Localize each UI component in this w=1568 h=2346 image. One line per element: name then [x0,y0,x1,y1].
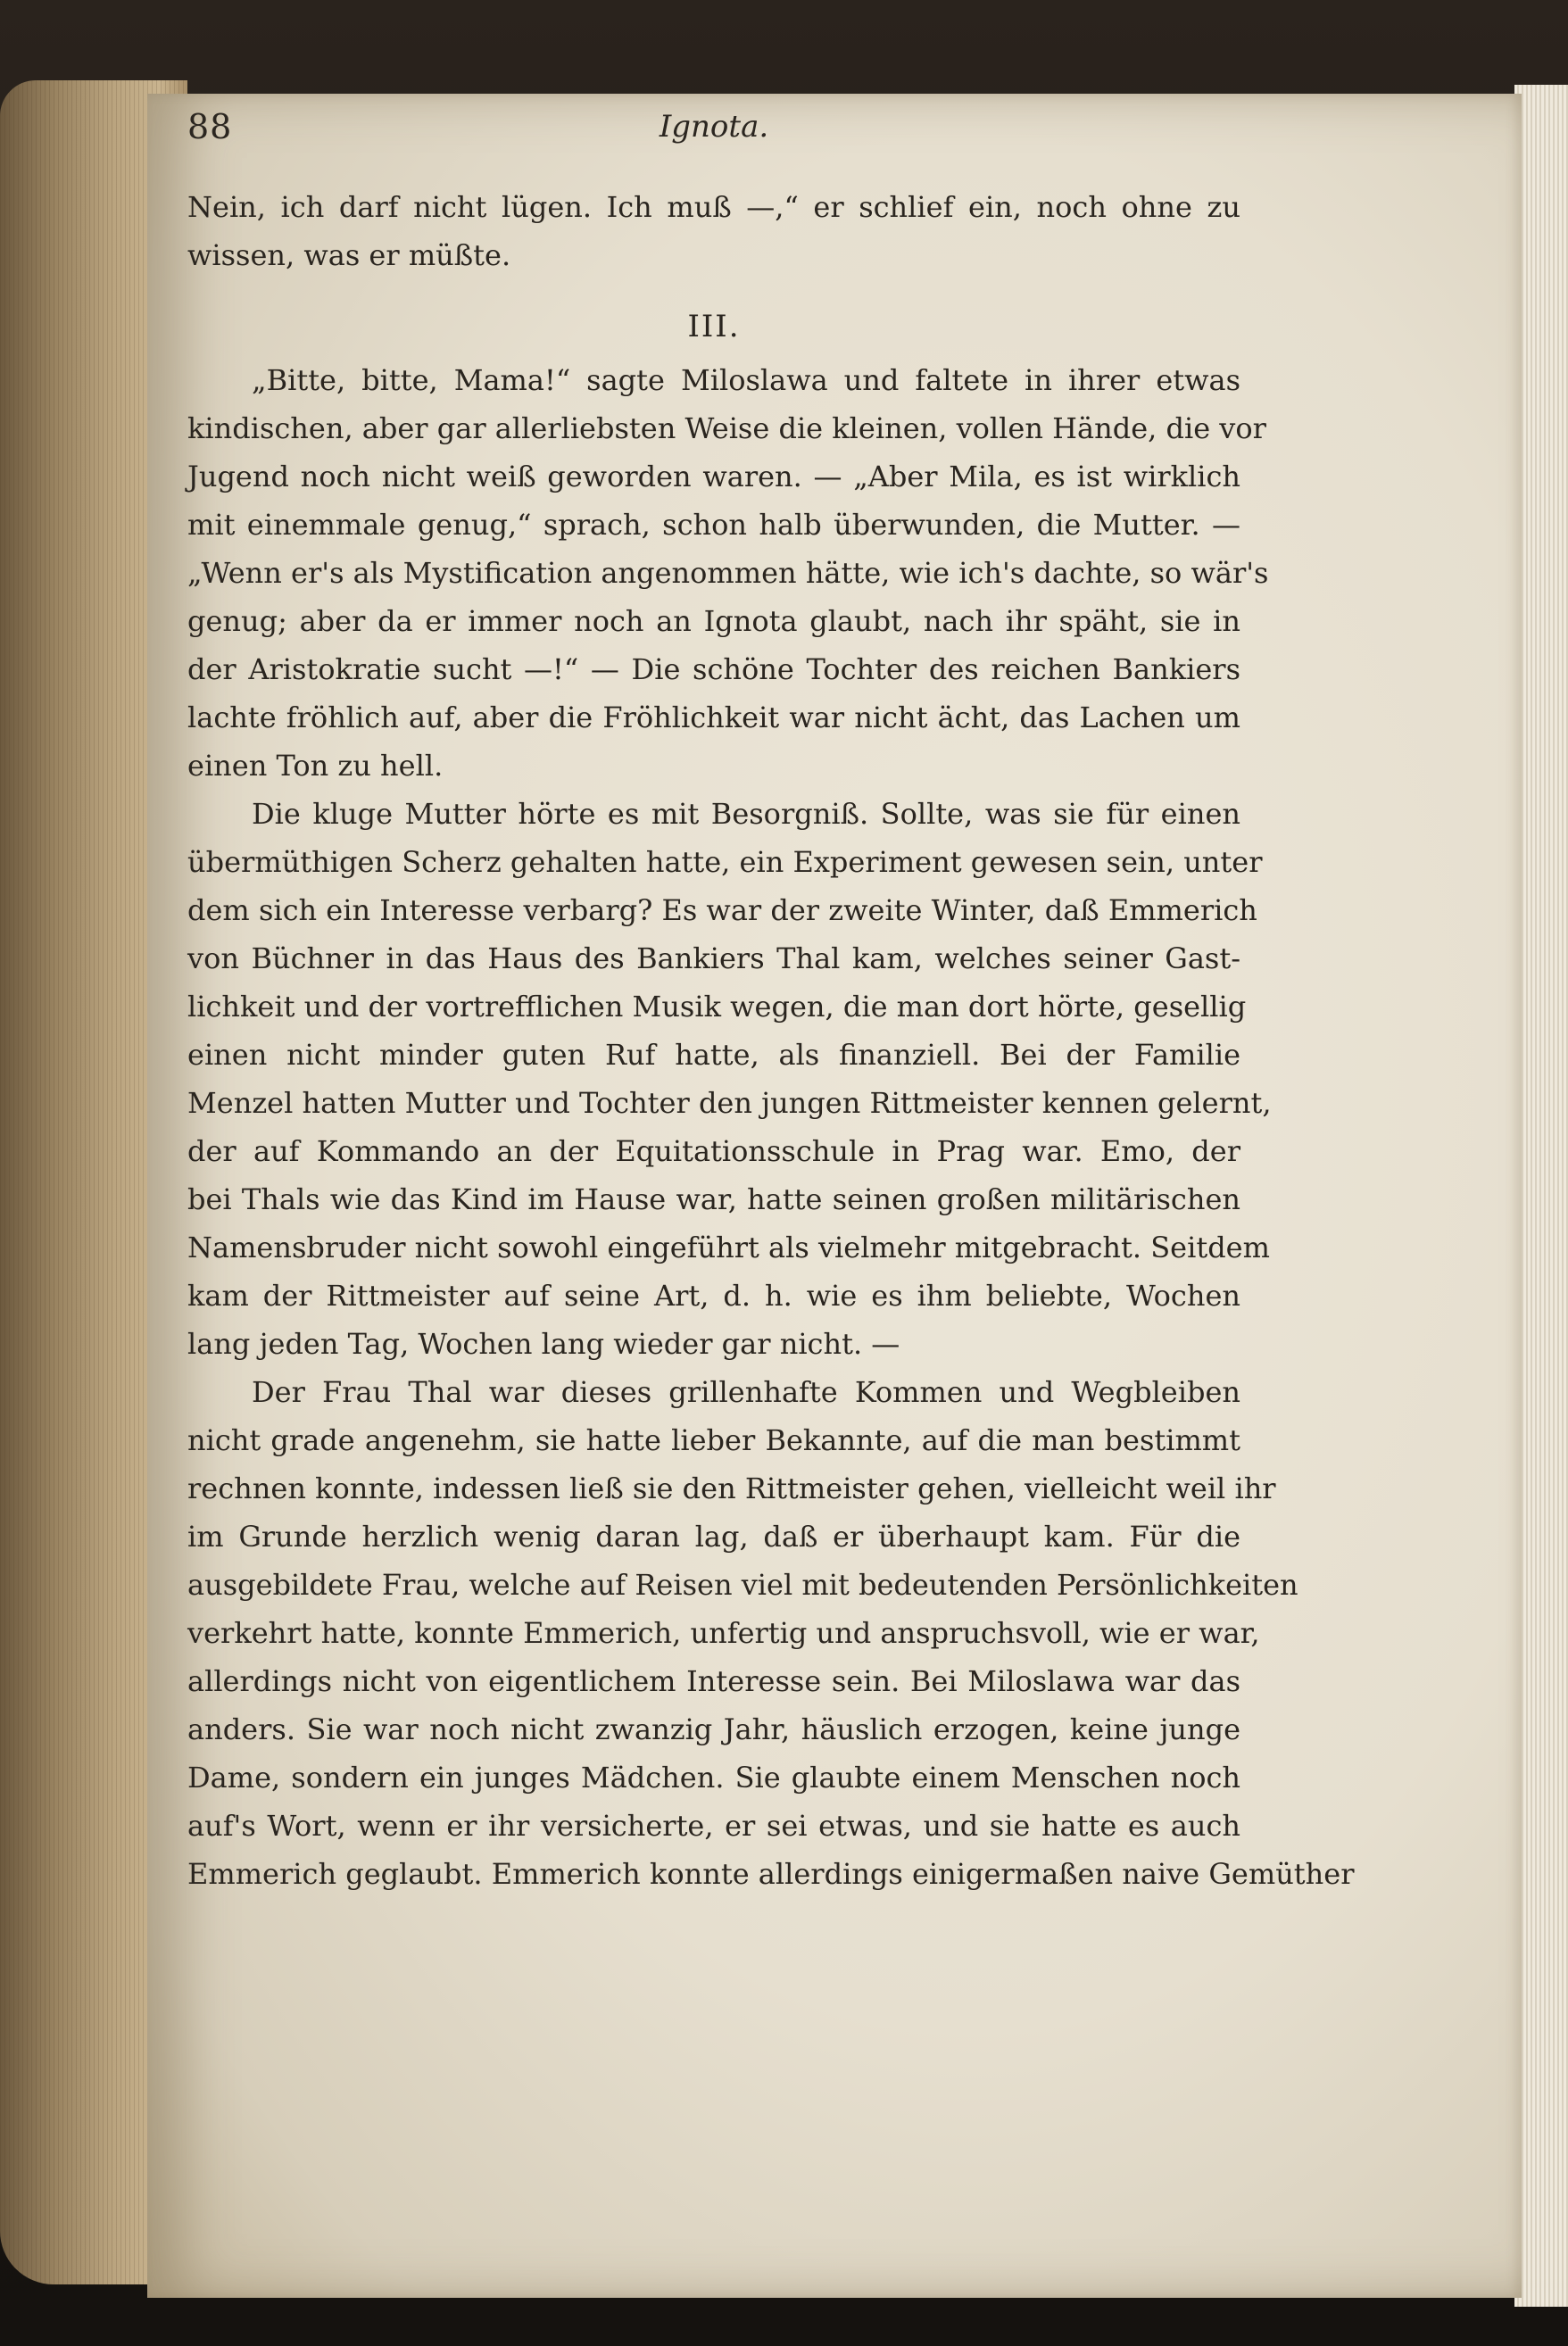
section-heading: III. [687,309,741,344]
text-line: Der Frau Thal war dieses grillenhafte Kommen und Wegbleiben [252,1375,1240,1409]
text-line: einen Ton zu hell. [187,749,444,783]
page-number: 88 [187,107,233,146]
running-title: Ignota. [659,109,769,145]
page-header [187,107,1240,161]
text-line: genug; aber da er immer noch an Ignota glaubt, nach ihr späht, sie in [187,604,1240,638]
text-line: lang jeden Tag, Wochen lang wieder gar nicht. — [187,1327,900,1361]
text-line: verkehrt hatte, konnte Emmerich, unfertig und anspruchsvoll, wie er war, [187,1616,1260,1650]
body-text [187,183,1355,1898]
text-line: „Wenn er's als Mystification angenommen hätte, wie ich's dachte, so wär's [187,556,1269,590]
text-line: kam der Rittmeister auf seine Art, d. h. wie es ihm beliebte, Wochen [187,1279,1240,1313]
text-line: Dame, sondern ein junges Mädchen. Sie glaubte einem Menschen noch [187,1761,1240,1795]
text-line: Menzel hatten Mutter und Tochter den jungen Rittmeister kennen gelernt, [187,1086,1272,1120]
text-line: Jugend noch nicht weiß geworden waren. — „Aber Mila, es ist wirklich [187,460,1240,493]
text-line: einen nicht minder guten Ruf hatte, als finanziell. Bei der Familie [187,1038,1240,1072]
text-line: dem sich ein Interesse verbarg? Es war der zweite Winter, daß Emmerich [187,893,1257,927]
text-line: allerdings nicht von eigentlichem Interesse sein. Bei Miloslawa war das [187,1664,1240,1698]
text-line: Namensbruder nicht sowohl eingeführt als vielmehr mitgebracht. Seitdem [187,1231,1270,1264]
text-line: nicht grade angenehm, sie hatte lieber Bekannte, auf die man bestimmt [187,1423,1240,1457]
text-line: auf's Wort, wenn er ihr versicherte, er sei etwas, und sie hatte es auch [187,1809,1240,1843]
text-line: im Grunde herzlich wenig daran lag, daß er überhaupt kam. Für die [187,1520,1240,1554]
text-line: Emmerich geglaubt. Emmerich konnte allerdings einigermaßen naive Gemüther [187,1857,1355,1891]
text-line: anders. Sie war noch nicht zwanzig Jahr, häuslich erzogen, keine junge [187,1712,1240,1746]
text-line: Die kluge Mutter hörte es mit Besorgniß. Sollte, was sie für einen [252,797,1240,831]
text-line: von Büchner in das Haus des Bankiers Thal kam, welches seiner Gast- [187,941,1240,975]
text-line: der auf Kommando an der Equitationsschule in Prag war. Emo, der [187,1134,1240,1168]
text-line: übermüthigen Scherz gehalten hatte, ein Experiment gewesen sein, unter [187,845,1263,879]
text-line: mit einemmale genug,“ sprach, schon halb überwunden, die Mutter. — [187,508,1240,542]
text-line: „Bitte, bitte, Mama!“ sagte Miloslawa und faltete in ihrer etwas [252,363,1240,397]
text-line: kindischen, aber gar allerliebsten Weise die kleinen, vollen Hände, die vor [187,411,1266,445]
text-line: lichkeit und der vortrefflichen Musik wegen, die man dort hörte, gesellig [187,990,1247,1024]
right-page-edges [1514,85,1568,2307]
text-line: wissen, was er müßte. [187,238,511,272]
text-line: rechnen konnte, indessen ließ sie den Rittmeister gehen, vielleicht weil ihr [187,1471,1276,1505]
text-line: bei Thals wie das Kind im Hause war, hatte seinen großen militärischen [187,1182,1240,1216]
text-line: lachte fröhlich auf, aber die Fröhlichkeit war nicht ächt, das Lachen um [187,700,1240,734]
text-line: ausgebildete Frau, welche auf Reisen viel mit bedeutenden Persönlichkeiten [187,1568,1298,1602]
text-line: der Aristokratie sucht —!“ — Die schöne Tochter des reichen Bankiers [187,652,1240,686]
text-line: Nein, ich darf nicht lügen. Ich muß —,“ er schlief ein, noch ohne zu [187,190,1240,224]
